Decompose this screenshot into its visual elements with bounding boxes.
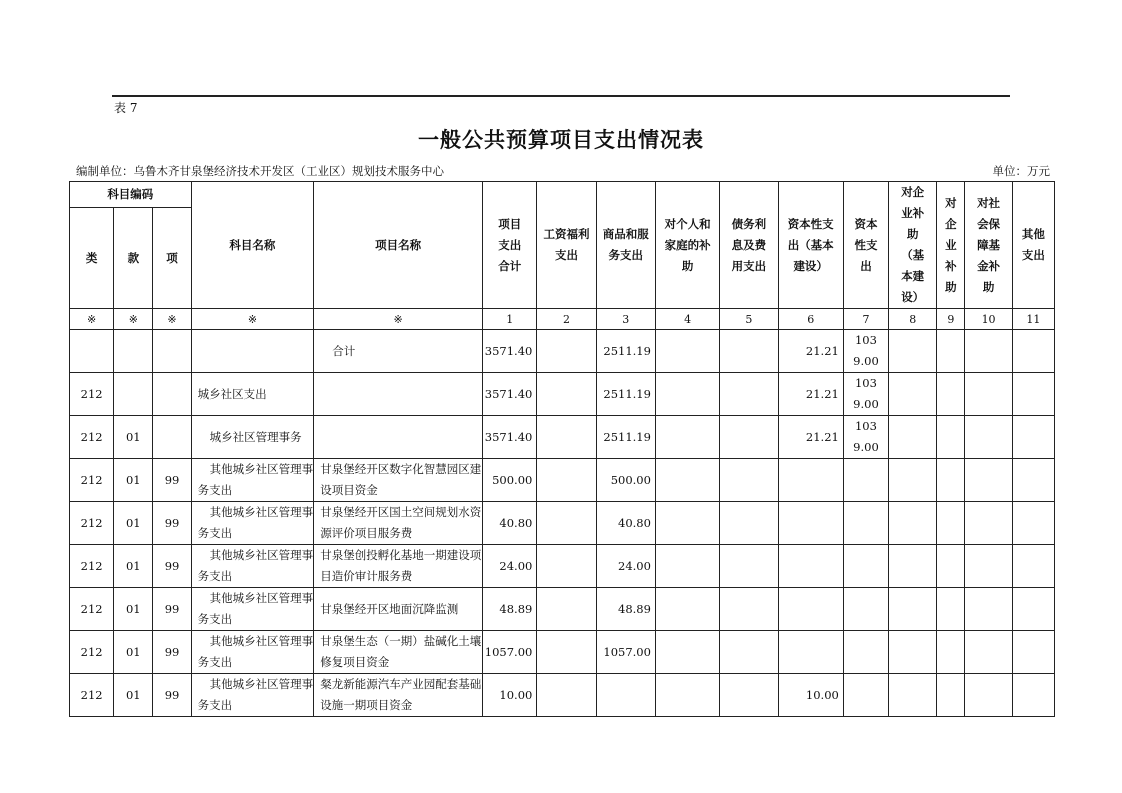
cell-lei: 212 xyxy=(70,588,114,631)
cell-project-name xyxy=(314,416,483,459)
cell-subject-name: 城乡社区管理事务 xyxy=(191,416,314,459)
header-other: 其他支出 xyxy=(1012,182,1054,309)
cell-kuan: 01 xyxy=(114,416,153,459)
table-row xyxy=(70,330,1055,373)
cell-other xyxy=(1012,373,1054,416)
cell-wage xyxy=(537,545,596,588)
cell-enterprise-basic xyxy=(889,674,937,717)
cell-total: 24.00 xyxy=(483,545,537,588)
cell-wage xyxy=(537,459,596,502)
cell-goods: 2511.19 xyxy=(596,416,655,459)
cell-personal xyxy=(655,459,719,502)
cell-xiang: 99 xyxy=(153,674,191,717)
table-row xyxy=(70,588,1055,631)
budget-table xyxy=(69,181,1055,717)
cell-debt xyxy=(720,459,778,502)
cell-capital xyxy=(843,502,888,545)
index-row xyxy=(70,309,1055,330)
cell-project-name xyxy=(314,373,483,416)
cell-subject-name: 其他城乡社区管理事务支出 xyxy=(191,502,314,545)
cell-wage xyxy=(537,373,596,416)
cell-enterprise xyxy=(937,674,965,717)
table-row xyxy=(70,416,1055,459)
cell-wage xyxy=(537,674,596,717)
cell-total: 3571.40 xyxy=(483,373,537,416)
cell-personal xyxy=(655,674,719,717)
cell-other xyxy=(1012,545,1054,588)
cell-lei: 212 xyxy=(70,502,114,545)
cell-kuan: 01 xyxy=(114,674,153,717)
cell-debt xyxy=(720,631,778,674)
index-cell: 4 xyxy=(655,309,719,330)
index-cell: ※ xyxy=(153,309,191,330)
cell-subject-name: 其他城乡社区管理事务支出 xyxy=(191,545,314,588)
header-wage: 工资福利支出 xyxy=(537,182,596,309)
top-rule xyxy=(112,95,1010,97)
cell-social-security xyxy=(965,459,1012,502)
header-subject-name: 科目名称 xyxy=(191,182,314,309)
index-cell: 11 xyxy=(1012,309,1054,330)
table-number: 表 7 xyxy=(114,101,138,115)
table-row xyxy=(70,674,1055,717)
cell-enterprise-basic xyxy=(889,545,937,588)
cell-personal xyxy=(655,545,719,588)
cell-kuan: 01 xyxy=(114,459,153,502)
cell-personal xyxy=(655,502,719,545)
compiling-unit: 编制单位：乌鲁木齐甘泉堡经济技术开发区（工业区）规划技术服务中心 xyxy=(76,164,444,178)
header-kuan: 款 xyxy=(114,208,153,309)
cell-debt xyxy=(720,416,778,459)
page-title: 一般公共预算项目支出情况表 xyxy=(418,128,704,152)
cell-xiang: 99 xyxy=(153,545,191,588)
header-capital-basic: 资本性支出（基本建设） xyxy=(778,182,843,309)
cell-enterprise xyxy=(937,416,965,459)
cell-project-name: 合计 xyxy=(314,330,483,373)
table-row xyxy=(70,631,1055,674)
cell-personal xyxy=(655,631,719,674)
cell-project-name: 甘泉堡生态（一期）盐碱化土壤修复项目资金 xyxy=(314,631,483,674)
cell-capital-basic xyxy=(778,631,843,674)
index-cell: 3 xyxy=(596,309,655,330)
cell-enterprise xyxy=(937,330,965,373)
cell-enterprise xyxy=(937,502,965,545)
cell-social-security xyxy=(965,502,1012,545)
cell-kuan: 01 xyxy=(114,631,153,674)
cell-xiang xyxy=(153,330,191,373)
cell-project-name: 粲龙新能源汽车产业园配套基础设施一期项目资金 xyxy=(314,674,483,717)
cell-enterprise xyxy=(937,373,965,416)
cell-debt xyxy=(720,674,778,717)
cell-social-security xyxy=(965,416,1012,459)
cell-lei: 212 xyxy=(70,631,114,674)
table-row xyxy=(70,545,1055,588)
cell-personal xyxy=(655,588,719,631)
cell-goods: 40.80 xyxy=(596,502,655,545)
cell-xiang: 99 xyxy=(153,502,191,545)
cell-total: 3571.40 xyxy=(483,330,537,373)
index-cell: 2 xyxy=(537,309,596,330)
cell-other xyxy=(1012,330,1054,373)
cell-enterprise-basic xyxy=(889,502,937,545)
header-enterprise: 对企业补助 xyxy=(937,182,965,309)
header-capital: 资本性支出 xyxy=(843,182,888,309)
header-goods: 商品和服务支出 xyxy=(596,182,655,309)
cell-capital xyxy=(843,459,888,502)
table-row xyxy=(70,373,1055,416)
cell-subject-name xyxy=(191,330,314,373)
cell-kuan xyxy=(114,373,153,416)
cell-enterprise xyxy=(937,631,965,674)
cell-social-security xyxy=(965,545,1012,588)
header-lei: 类 xyxy=(70,208,114,309)
cell-wage xyxy=(537,330,596,373)
cell-goods: 2511.19 xyxy=(596,330,655,373)
cell-goods xyxy=(596,674,655,717)
cell-subject-name: 其他城乡社区管理事务支出 xyxy=(191,588,314,631)
cell-total: 3571.40 xyxy=(483,416,537,459)
cell-other xyxy=(1012,459,1054,502)
cell-capital-basic xyxy=(778,545,843,588)
cell-xiang: 99 xyxy=(153,631,191,674)
cell-enterprise-basic xyxy=(889,588,937,631)
index-cell: ※ xyxy=(114,309,153,330)
index-cell: ※ xyxy=(314,309,483,330)
cell-subject-name: 其他城乡社区管理事务支出 xyxy=(191,674,314,717)
header-personal: 对个人和家庭的补助 xyxy=(655,182,719,309)
cell-personal xyxy=(655,416,719,459)
cell-total: 40.80 xyxy=(483,502,537,545)
cell-enterprise-basic xyxy=(889,459,937,502)
table-row xyxy=(70,459,1055,502)
cell-capital: 1039.00 xyxy=(843,373,888,416)
cell-subject-name: 其他城乡社区管理事务支出 xyxy=(191,459,314,502)
index-cell: 8 xyxy=(889,309,937,330)
cell-kuan: 01 xyxy=(114,502,153,545)
cell-other xyxy=(1012,674,1054,717)
index-cell: ※ xyxy=(70,309,114,330)
cell-lei xyxy=(70,330,114,373)
cell-goods: 1057.00 xyxy=(596,631,655,674)
cell-lei: 212 xyxy=(70,459,114,502)
cell-debt xyxy=(720,545,778,588)
cell-lei: 212 xyxy=(70,416,114,459)
cell-capital xyxy=(843,631,888,674)
cell-capital xyxy=(843,545,888,588)
header-social-security: 对社会保障基金补助 xyxy=(965,182,1012,309)
cell-social-security xyxy=(965,330,1012,373)
header-total: 项目支出合计 xyxy=(483,182,537,309)
cell-other xyxy=(1012,502,1054,545)
header-subject-code: 科目编码 xyxy=(70,182,192,208)
header-xiang: 项 xyxy=(153,208,191,309)
cell-capital-basic: 21.21 xyxy=(778,330,843,373)
cell-debt xyxy=(720,502,778,545)
cell-wage xyxy=(537,631,596,674)
cell-xiang xyxy=(153,373,191,416)
cell-social-security xyxy=(965,674,1012,717)
index-cell: 7 xyxy=(843,309,888,330)
cell-capital-basic: 21.21 xyxy=(778,416,843,459)
cell-goods: 2511.19 xyxy=(596,373,655,416)
cell-wage xyxy=(537,502,596,545)
cell-xiang: 99 xyxy=(153,459,191,502)
cell-capital xyxy=(843,588,888,631)
cell-kuan: 01 xyxy=(114,588,153,631)
cell-debt xyxy=(720,330,778,373)
cell-personal xyxy=(655,330,719,373)
cell-lei: 212 xyxy=(70,373,114,416)
cell-enterprise-basic xyxy=(889,330,937,373)
currency-unit: 单位：万元 xyxy=(992,164,1050,178)
header-enterprise-basic: 对企业补助（基本建设） xyxy=(889,182,937,309)
cell-project-name: 甘泉堡经开区数字化智慧园区建设项目资金 xyxy=(314,459,483,502)
cell-total: 10.00 xyxy=(483,674,537,717)
index-cell: 5 xyxy=(720,309,778,330)
cell-total: 1057.00 xyxy=(483,631,537,674)
cell-personal xyxy=(655,373,719,416)
cell-debt xyxy=(720,588,778,631)
cell-wage xyxy=(537,588,596,631)
cell-kuan: 01 xyxy=(114,545,153,588)
index-cell: 9 xyxy=(937,309,965,330)
cell-goods: 24.00 xyxy=(596,545,655,588)
cell-enterprise-basic xyxy=(889,416,937,459)
cell-enterprise xyxy=(937,545,965,588)
cell-social-security xyxy=(965,631,1012,674)
cell-other xyxy=(1012,416,1054,459)
cell-subject-name: 城乡社区支出 xyxy=(191,373,314,416)
cell-other xyxy=(1012,588,1054,631)
cell-goods: 500.00 xyxy=(596,459,655,502)
index-cell: 10 xyxy=(965,309,1012,330)
cell-kuan xyxy=(114,330,153,373)
header-debt: 债务利息及费用支出 xyxy=(720,182,778,309)
table-row xyxy=(70,502,1055,545)
cell-capital-basic xyxy=(778,502,843,545)
cell-social-security xyxy=(965,588,1012,631)
header-project-name: 项目名称 xyxy=(314,182,483,309)
cell-subject-name: 其他城乡社区管理事务支出 xyxy=(191,631,314,674)
index-cell: ※ xyxy=(191,309,314,330)
index-cell: 1 xyxy=(483,309,537,330)
cell-project-name: 甘泉堡经开区国土空间规划水资源评价项目服务费 xyxy=(314,502,483,545)
cell-capital: 1039.00 xyxy=(843,330,888,373)
index-cell: 6 xyxy=(778,309,843,330)
cell-xiang: 99 xyxy=(153,588,191,631)
cell-lei: 212 xyxy=(70,674,114,717)
cell-xiang xyxy=(153,416,191,459)
cell-project-name: 甘泉堡创投孵化基地一期建设项目造价审计服务费 xyxy=(314,545,483,588)
cell-capital-basic: 21.21 xyxy=(778,373,843,416)
cell-enterprise-basic xyxy=(889,373,937,416)
cell-other xyxy=(1012,631,1054,674)
cell-total: 500.00 xyxy=(483,459,537,502)
cell-capital xyxy=(843,674,888,717)
cell-wage xyxy=(537,416,596,459)
cell-total: 48.89 xyxy=(483,588,537,631)
cell-capital-basic: 10.00 xyxy=(778,674,843,717)
cell-enterprise-basic xyxy=(889,631,937,674)
cell-capital-basic xyxy=(778,588,843,631)
cell-social-security xyxy=(965,373,1012,416)
cell-enterprise xyxy=(937,588,965,631)
cell-debt xyxy=(720,373,778,416)
cell-capital-basic xyxy=(778,459,843,502)
cell-lei: 212 xyxy=(70,545,114,588)
cell-goods: 48.89 xyxy=(596,588,655,631)
cell-capital: 1039.00 xyxy=(843,416,888,459)
cell-project-name: 甘泉堡经开区地面沉降监测 xyxy=(314,588,483,631)
cell-enterprise xyxy=(937,459,965,502)
